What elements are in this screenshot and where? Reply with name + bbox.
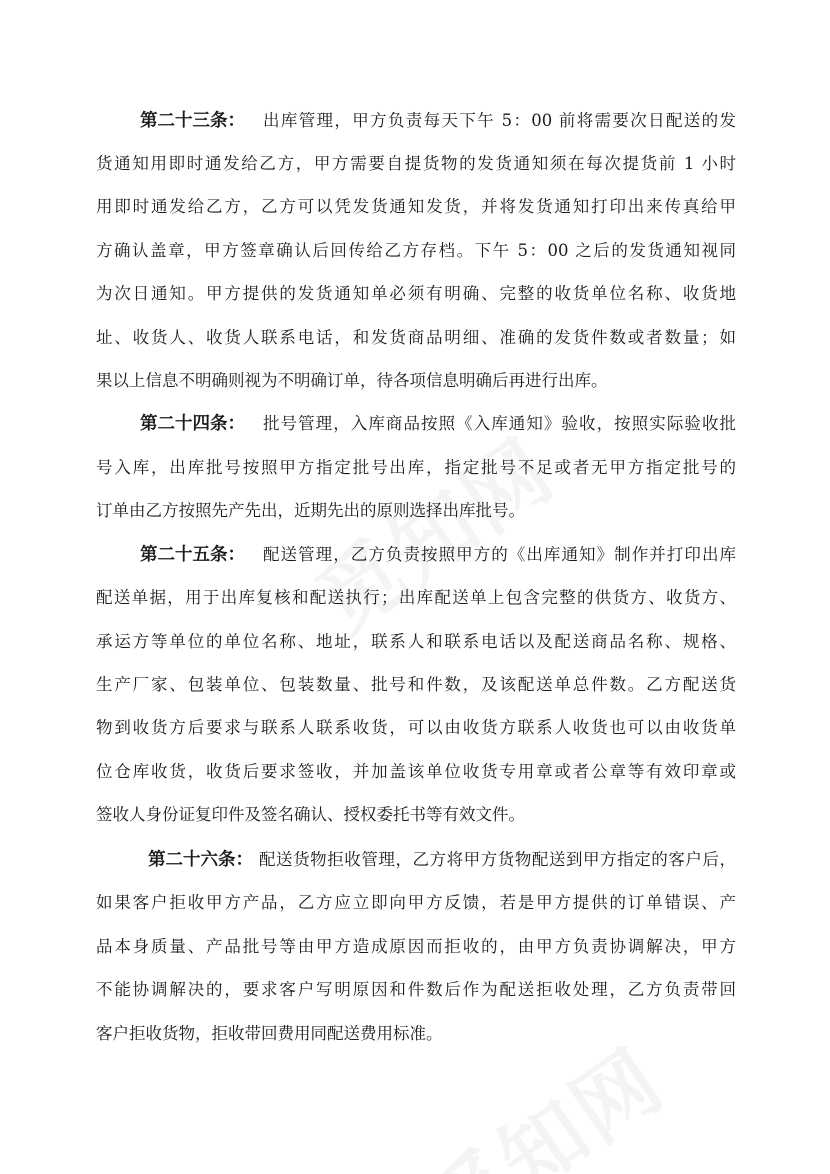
clause-line: 位仓库收货，收货后要求签收，并加盖该单位收货专用章或者公章等有效印章或 (96, 762, 736, 781)
clause-line: 为次日通知。甲方提供的发货通知单必须有明确、完整的收货单位名称、收货地 (96, 284, 736, 303)
clause-line: 货通知用即时通发给乙方，甲方需要自提货物的发货通知须在每次提货前 1 小时 (96, 154, 736, 173)
clause-first-line (140, 540, 736, 570)
clause-line: 号入库，出库批号按照甲方指定批号出库，指定批号不足或者无甲方指定批号的 (96, 458, 736, 477)
clause-heading: 第二十六条： (148, 850, 253, 870)
clause-line: 订单由乙方按照先产先出，近期先出的原则选择出库批号。 (96, 501, 525, 520)
clause-line: 如果客户拒收甲方产品，乙方应立即向甲方反馈，若是甲方提供的订单错误、产 (96, 893, 736, 912)
clause-text: 批号管理，入库商品按照《入库通知》验收，按照实际验收批 (263, 414, 736, 433)
clause-text: 配送管理，乙方负责按照甲方的《出库通知》制作并打印出库 (263, 545, 736, 564)
clause-first-line (140, 409, 736, 439)
clause-line: 客户拒收货物，拒收带回费用同配送费用标准。 (96, 1024, 443, 1043)
clause-line: 签收人身份证复印件及签名确认、授权委托书等有效文件。 (96, 805, 525, 824)
clause-line: 址、收货人、收货人联系电话，和发货商品明细、准确的发货件数或者数量；如 (96, 328, 736, 347)
clause-line: 品本身质量、产品批号等由甲方造成原因而拒收的，由甲方负责协调解决，甲方 (96, 937, 736, 956)
clause-line: 承运方等单位的单位名称、地址，联系人和联系电话以及配送商品名称、规格、 (96, 632, 736, 651)
clause-line: 不能协调解决的，要求客户写明原因和件数后作为配送拒收处理，乙方负责带回 (96, 980, 736, 999)
clause-heading: 第二十三条： (140, 111, 245, 131)
clause-first-line (148, 845, 736, 875)
clause-text: 配送货物拒收管理，乙方将甲方货物配送到甲方指定的客户后， (259, 850, 736, 869)
clause-line: 方确认盖章，甲方签章确认后回传给乙方存档。下午 5：00 之后的发货通知视同 (96, 241, 736, 260)
clause-line: 用即时通发给乙方，乙方可以凭发货通知发货，并将发货通知打印出来传真给甲 (96, 197, 736, 216)
clause-heading: 第二十四条： (140, 414, 245, 434)
clause-heading: 第二十五条： (140, 545, 245, 565)
clause-line: 果以上信息不明确则视为不明确订单，待各项信息明确后再进行出库。 (96, 371, 608, 390)
clause-line: 物到收货方后要求与联系人联系收货，可以由收货方联系人收货也可以由收货单 (96, 718, 736, 737)
watermark-text (289, 405, 575, 656)
clause-line: 配送单据，用于出库复核和配送执行；出库配送单上包含完整的供货方、收货方、 (96, 588, 736, 607)
clause-text: 出库管理，甲方负责每天下午 5：00 前将需要次日配送的发 (263, 111, 736, 130)
clause-first-line (140, 106, 736, 136)
clause-line: 生产厂家、包装单位、包装数量、批号和件数，及该配送单总件数。乙方配送货 (96, 675, 736, 694)
